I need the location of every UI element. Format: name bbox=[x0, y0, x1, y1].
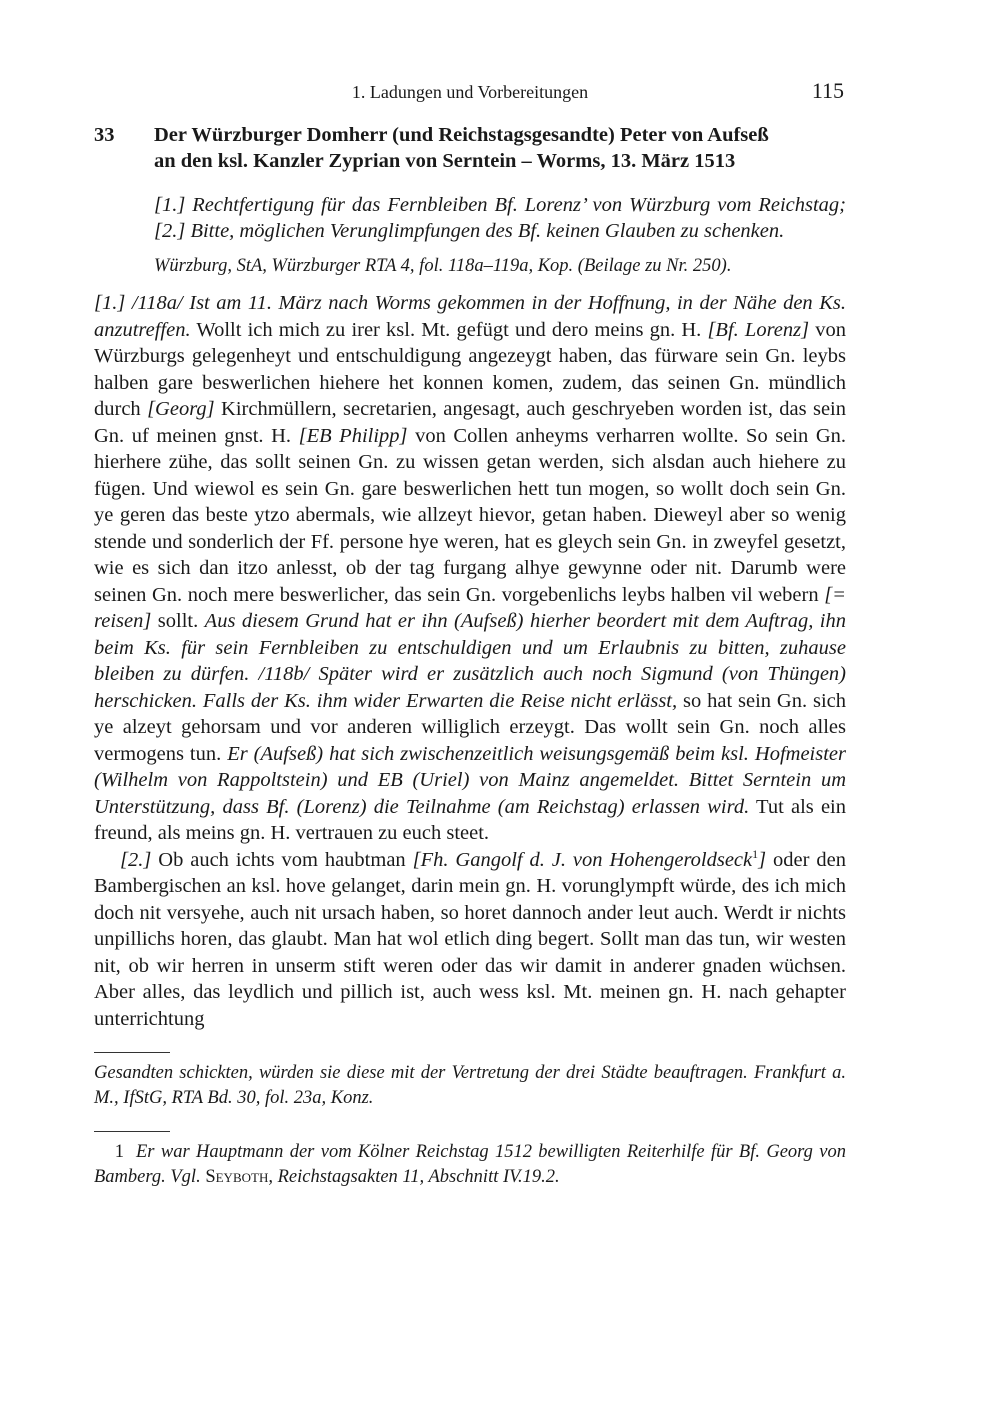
footnote-text: , Reichstagsakten 11, Abschnitt IV.19.2. bbox=[268, 1167, 560, 1187]
quoted-text: Tut als ein freund, als meins gn. H. vertrauen zu euch steet. bbox=[94, 795, 846, 844]
paragraph-2 bbox=[94, 847, 846, 1033]
footnote-text: Er war Hauptmann der vom Kölner Reichstag 1512 bewilligten Reiterhilfe für Bf. Georg von Bamberg. Vgl. bbox=[94, 1142, 846, 1187]
quoted-text: Kirchmüllern, secretarien, angesagt, auch geschryeben worden ist, das sein Gn. uf meinen gnst. H. bbox=[94, 398, 846, 447]
editorial-note: [= reisen] bbox=[94, 583, 846, 632]
summary-text: [1.] /118a/ Ist am 11. März nach Worms gekommen in der Hoffnung, in der Nähe den Ks. anzutreffen. bbox=[94, 292, 846, 341]
page bbox=[94, 78, 846, 1190]
footnote-divider bbox=[94, 1131, 170, 1132]
footnote-continuation: Gesandten schickten, würden sie diese mit der Vertretung der drei Städte beauftragen. Frankfurt a. M., IfStG, RTA Bd. 30, fol. 23a, Konz. bbox=[94, 1063, 846, 1108]
section-marker: [2.] bbox=[120, 848, 152, 871]
document-title-line1: Der Würzburger Domherr (und Reichstagsgesandte) Peter von Aufseß bbox=[154, 124, 769, 146]
quoted-text: oder den Bambergischen an ksl. hove gelanget, darin mein gn. H. vorunglympft würde, des ich mich doch nit versyehe, auch nit ursach haben, so horet dannoch ander leut auch. Werdt ir nichts unpillichs horen, das glaubt. Man hat wol etlich ding begert. Sollt man das tun, wir westen nit, ob wir herren in unserm stift weren oder das wir damit in anderer gnaden wüchsen. Aber alles, das leydlich und pillich ist, auch wess ksl. Mt. meinen gn. H. nach gehapter unterrichtung bbox=[94, 848, 846, 1030]
quoted-text: Ob auch ichts vom haubtman bbox=[151, 848, 413, 871]
page-header bbox=[94, 78, 846, 108]
summary-text: Aus diesem Grund hat er ihn (Aufseß) hierher beordert mit dem Auftrag, ihn beim Ks. für sein Fernbleiben zu entschuldigen und um Erlaubnis zu bitten, zuhause bleiben zu dürfen. /118b/ Später wird er zusätzlich auch noch Sigmund (von Thüngen) herschicken. Falls der Ks. ihm wider Erwarten die Reise nicht erlässt, bbox=[94, 610, 846, 712]
quoted-text: von Würzburgs gelegenheyt und entschuldigung angezeygt haben, das fürware sein Gn. leybs halben gare beswerlichen hiehere het konnen komen, zudem, das seinen Gn. mündlich durch bbox=[94, 318, 847, 420]
footnote-divider bbox=[94, 1052, 170, 1053]
document-title-line2: an den ksl. Kanzler Zyprian von Serntein – Worms, 13. März 1513 bbox=[154, 150, 736, 172]
regest: [1.] Rechtfertigung für das Fernbleiben Bf. Lorenz’ von Würzburg vom Reichstag; [2.] Bitte, möglichen Verunglimpfungen des Bf. keinen Glauben zu schenken. bbox=[154, 194, 846, 242]
footnote-author: Seyboth bbox=[205, 1167, 269, 1187]
editorial-note: [EB Philipp] bbox=[298, 424, 408, 447]
body-text bbox=[94, 290, 846, 1032]
footnote-1 bbox=[94, 1140, 846, 1190]
editorial-note: [Bf. Lorenz] bbox=[707, 318, 810, 341]
footnote-reference[interactable]: 1 bbox=[752, 846, 759, 861]
running-head: 1. Ladungen und Vorbereitungen bbox=[351, 82, 589, 102]
paragraph-1 bbox=[94, 290, 846, 847]
summary-text: Er (Aufseß) hat sich zwischenzeitlich weisungsgemäß beim ksl. Hofmeister (Wilhelm von Rappoltstein) und EB (Uriel) von Mainz angemeldet. Bittet Serntein um Unterstützung, dass Bf. (Lorenz) die Teilnahme (am Reichstag) erlassen wird. bbox=[94, 742, 846, 818]
document-title bbox=[154, 122, 846, 174]
page-number: 115 bbox=[811, 78, 844, 103]
quoted-text: Wollt ich mich zu irer ksl. Mt. gefügt und dero meins gn. H. bbox=[190, 318, 708, 341]
editorial-note: [Fh. Gangolf d. J. von Hohengeroldseck bbox=[412, 848, 753, 871]
editorial-note: [Georg] bbox=[147, 398, 215, 420]
quoted-text: sollt. bbox=[151, 610, 205, 632]
quoted-text: so hat sein Gn. sich ye alzeyt gehorsam und vor anderen williglich erzeygt. Das wollt sein Gn. noch alles vermogens tun. bbox=[94, 689, 846, 765]
footnote-number: 1 bbox=[114, 1142, 124, 1162]
source-citation: Würzburg, StA, Würzburger RTA 4, fol. 118a–119a, Kop. (Beilage zu Nr. 250). bbox=[154, 256, 732, 276]
document-heading bbox=[94, 122, 846, 174]
editorial-note: ] bbox=[758, 848, 767, 871]
document-number: 33 bbox=[94, 124, 115, 146]
quoted-text: von Collen anheyms verharren wollte. So sein Gn. hierhere zühe, das sollt seinen Gn. zu wissen getan werden, sich alsdan auch hiehere zu fügen. Und wiewol es sein Gn. gare beswerlichen hett tun mogen, so wollt doch sein Gn. ye geren das beste ytzo abermals, wie allzeyt hievor, getan haben. Dieweyl aber so wenig stende und sonderlich der Ff. persone hye weren, hat es gleych sein Gn. in zweyfel gesetzt, wie es sich dan itzo anlesst, ob der tag furgang alhye gewynne oder nit. Darumb were seinen Gn. noch mere beswerlicher, das sein Gn. vorgebenlichs leybs halben vil webern bbox=[94, 424, 847, 606]
